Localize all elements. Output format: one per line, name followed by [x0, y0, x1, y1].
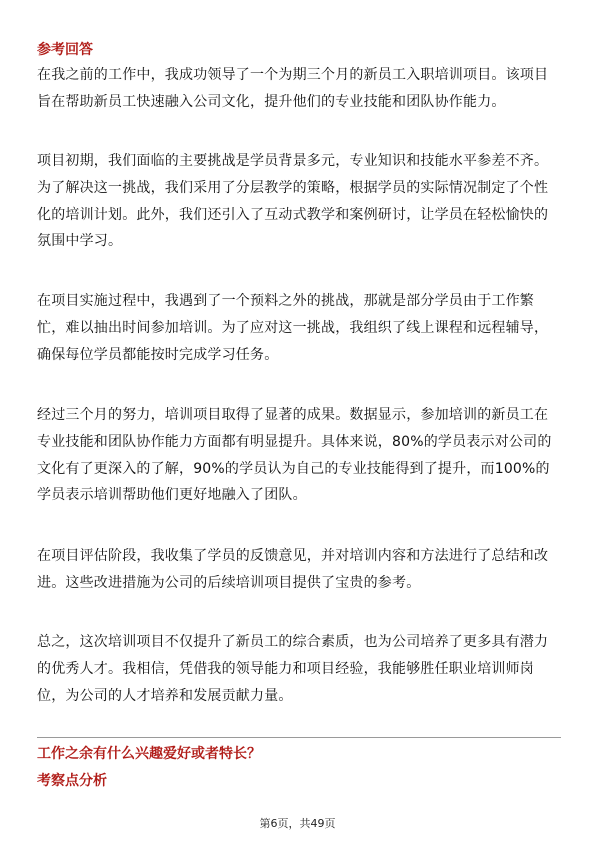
paragraph-6 — [37, 629, 561, 709]
paragraph-line: 文化有了更深入的了解，90%的学员认为自己的专业技能得到了提升，而100%的 — [37, 460, 550, 477]
paragraph-line: 专业技能和团队协作能力方面都有明显提升。具体来说，80%的学员表示对公司的 — [37, 433, 552, 450]
paragraph-line: 化的培训计划。此外，我们还引入了互动式教学和案例研讨，让学员在轻松愉快的 — [37, 206, 549, 223]
paragraph-line: 进。这些改进措施为公司的后续培训项目提供了宝贵的参考。 — [37, 574, 421, 591]
paragraph-line: 忙，难以抽出时间参加培训。为了应对这一挑战，我组织了线上课程和远程辅导， — [37, 319, 549, 336]
paragraph-line: 的优秀人才。我相信，凭借我的领导能力和项目经验，我能够胜任职业培训师岗 — [37, 660, 534, 677]
paragraph-line: 学员表示培训帮助他们更好地融入了团队。 — [37, 487, 307, 504]
paragraph-1 — [37, 62, 561, 116]
paragraph-3 — [37, 288, 561, 368]
paragraph-line: 项目初期，我们面临的主要挑战是学员背景多元，专业知识和技能水平参差不齐。 — [37, 153, 549, 169]
paragraph-5 — [37, 543, 561, 597]
paragraph-line: 确保每位学员都能按时完成学习任务。 — [37, 346, 279, 363]
paragraph-line: 旨在帮助新员工快速融入公司文化，提升他们的专业技能和团队协作能力。 — [37, 93, 506, 110]
paragraph-line: 总之，这次培训项目不仅提升了新员工的综合素质，也为公司培养了更多具有潜力 — [37, 634, 549, 650]
page-number: 第6页，共49页 — [259, 817, 336, 830]
paragraph-line: 在我之前的工作中，我成功领导了一个为期三个月的新员工入职培训项目。该项目 — [37, 67, 549, 83]
paragraph-2 — [37, 148, 561, 255]
paragraph-line: 位，为公司的人才培养和发展贡献力量。 — [37, 687, 293, 704]
paragraph-4 — [37, 402, 561, 509]
section-divider — [37, 737, 561, 738]
paragraph-line: 在项目实施过程中，我遇到了一个预料之外的挑战，那就是部分学员由于工作繁 — [37, 293, 534, 309]
paragraph-line: 为了解决这一挑战，我们采用了分层教学的策略，根据学员的实际情况制定了个性 — [37, 179, 549, 196]
analysis-heading: 考察点分析 — [37, 773, 107, 789]
paragraph-line: 氛围中学习。 — [37, 233, 123, 250]
paragraph-line: 在项目评估阶段，我收集了学员的反馈意见，并对培训内容和方法进行了总结和改 — [37, 548, 549, 564]
paragraph-line: 经过三个月的努力，培训项目取得了显著的成果。数据显示，参加培训的新员工在 — [37, 407, 549, 423]
question-heading: 工作之余有什么兴趣爱好或者特长？ — [37, 746, 261, 762]
answer-heading: 参考回答 — [37, 42, 93, 58]
